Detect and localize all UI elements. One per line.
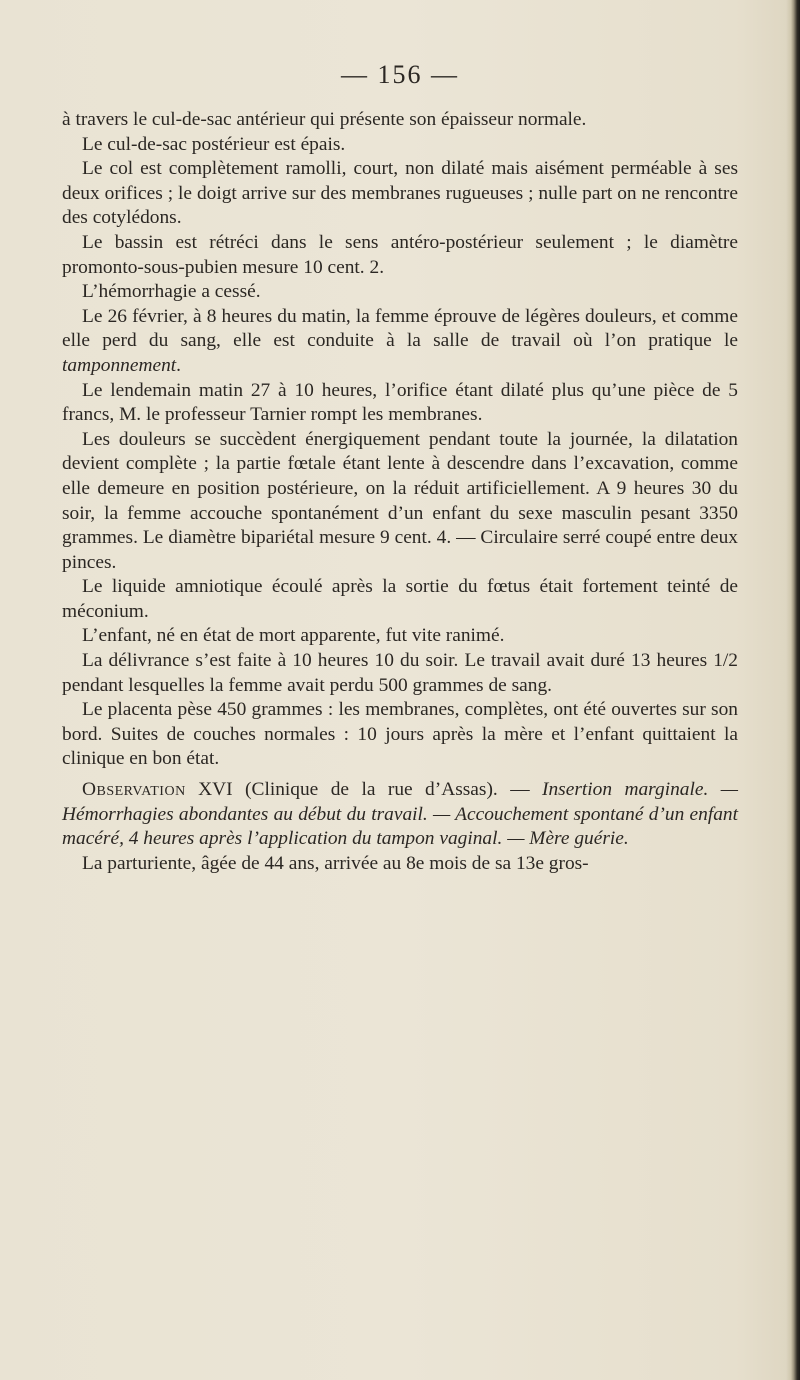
observation-heading <box>62 778 738 852</box>
paragraph: Le liquide amniotique écoulé après la sortie du fœtus était fortement teinté de méconium. <box>62 576 738 622</box>
paragraph: Le col est complètement ramolli, court, non dilaté mais aisément perméable à ses deux orifices ; le doigt arrive sur des membranes rugueuses ; nulle part on ne rencontre des cotylédons. <box>62 158 738 229</box>
observation-number: XVI <box>198 779 233 801</box>
page-binding-edge <box>786 0 800 1380</box>
observation-title: Insertion marginale. — Hémorrhagies abondantes au début du travail. — Accouchement spontané d’un enfant macéré, 4 heures après l’application du tampon vaginal. — Mère guérie. <box>62 779 738 850</box>
paragraph-feb26 <box>62 305 738 379</box>
paragraph: Les douleurs se succèdent énergiquement pendant toute la journée, la dilatation devient complète ; la partie fœtale étant lente à descendre dans l’excavation, comme elle demeure en position postérieure, on la réduit artificiellement. A 9 heures 30 du soir, la femme accouche spontanément d’un enfant du sexe masculin pesant 3350 grammes. Le diamètre bipariétal mesure 9 cent. 4. — Circulaire serré coupé entre deux pinces. <box>62 428 738 573</box>
observation-clinic: (Clinique de la rue d’Assas). <box>245 779 498 801</box>
paragraph: Le placenta pèse 450 grammes : les membranes, complètes, ont été ouvertes sur son bord. Suites de couches normales : 10 jours après la mère et l’enfant quittaient la clinique en bon état. <box>62 699 738 770</box>
body-text <box>62 108 738 876</box>
observation-label: Observation <box>82 779 186 801</box>
paragraph: La délivrance s’est faite à 10 heures 10 du soir. Le travail avait duré 13 heures 1/2 pendant lesquelles la femme avait perdu 500 grammes de sang. <box>62 650 738 696</box>
paragraph-text: Le 26 février, à 8 heures du matin, la femme éprouve de légères douleurs, et comme elle perd du sang, elle est conduite à la salle de travail où l’on pratique le <box>62 305 738 352</box>
observation-dash: — <box>497 779 543 801</box>
paragraph: L’enfant, né en état de mort apparente, fut vite ranimé. <box>82 625 505 647</box>
paragraph: Le lendemain matin 27 à 10 heures, l’orifice étant dilaté plus qu’une pièce de 5 francs, M. le professeur Tarnier rompt les membranes. <box>62 379 738 426</box>
paragraph-text: . <box>176 354 182 376</box>
paragraph: à travers le cul-de-sac antérieur qui présente son épaisseur normale. <box>62 109 587 130</box>
page-number: — 156 — <box>341 60 459 89</box>
paragraph: L’hémorrhagie a cessé. <box>82 281 261 303</box>
paragraph-last: La parturiente, âgée de 44 ans, arrivée au 8e mois de sa 13e gros- <box>82 852 589 874</box>
emphasis-tamponnement: tamponnement <box>62 354 177 376</box>
paragraph: Le bassin est rétréci dans le sens antéro-postérieur seulement ; le diamètre promonto-sous-pubien mesure 10 cent. 2. <box>62 231 738 278</box>
paragraph: Le cul-de-sac postérieur est épais. <box>82 133 346 155</box>
